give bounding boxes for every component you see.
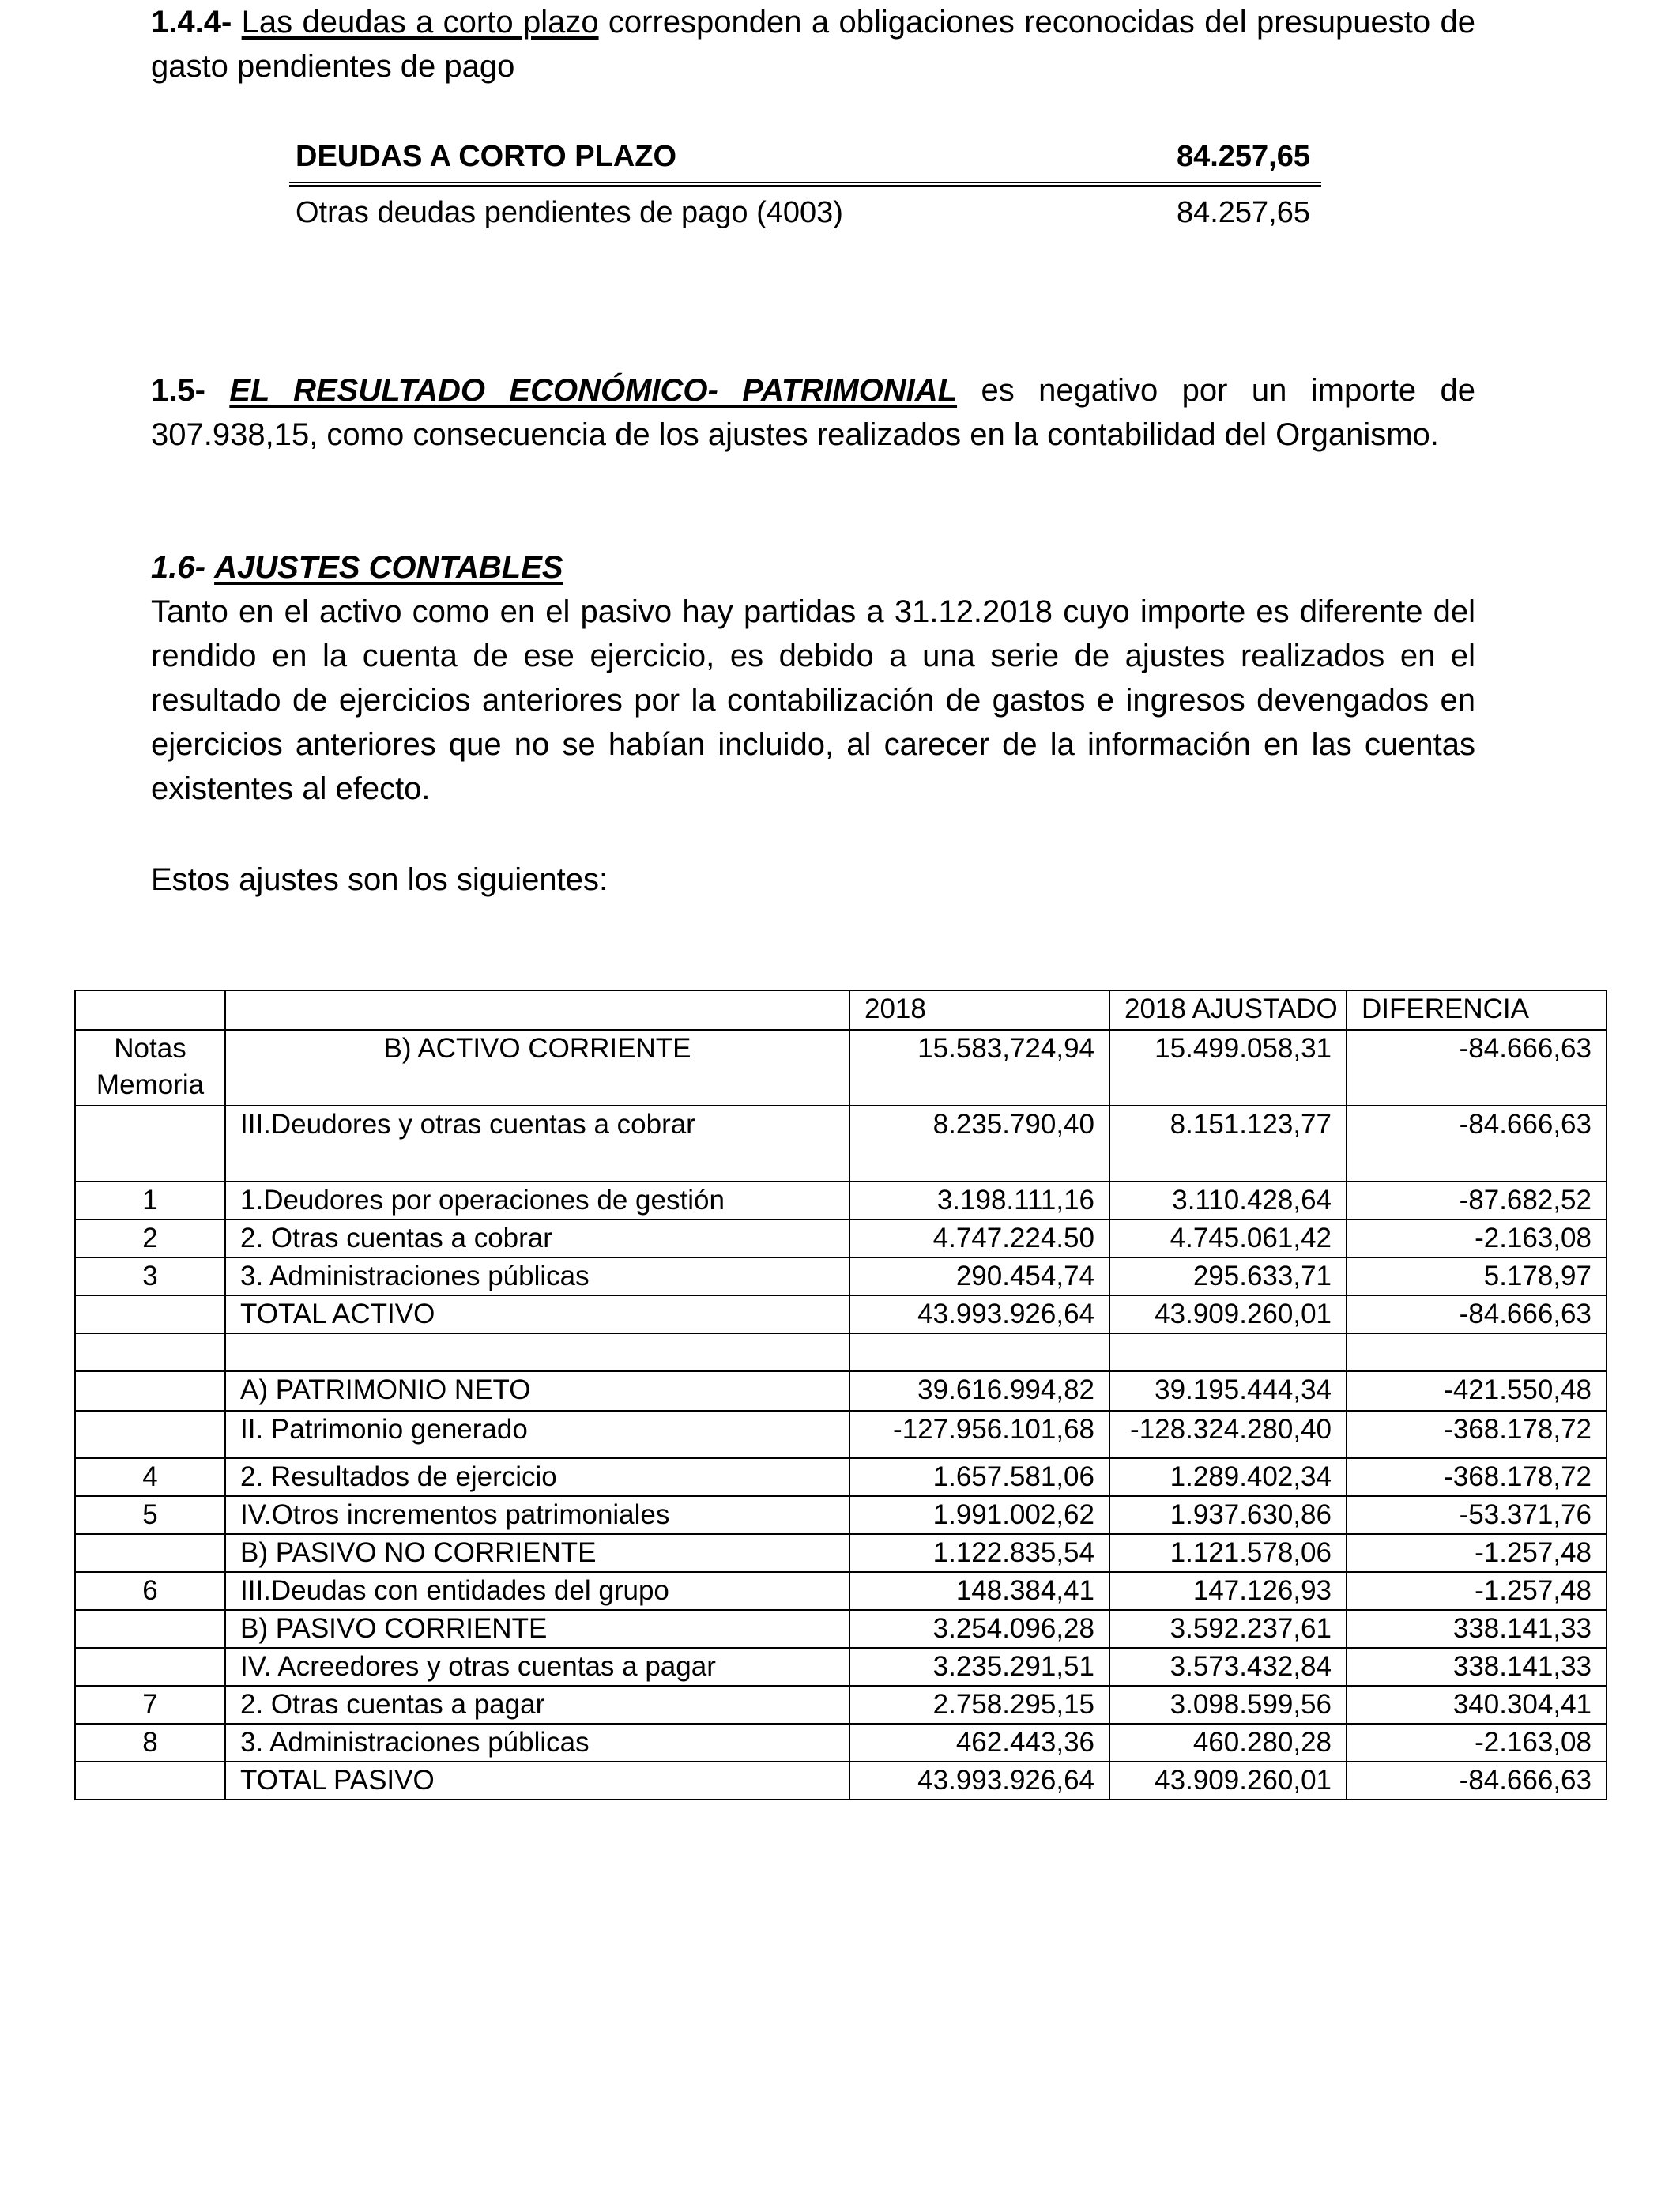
amount-cell: -1.257,48 (1347, 1534, 1607, 1572)
note-number-cell (75, 1648, 225, 1686)
amount-cell: 4.747.224.50 (849, 1220, 1109, 1257)
amount-cell: 1.937.630,86 (1109, 1496, 1347, 1534)
concept-cell: 2. Otras cuentas a pagar (225, 1686, 849, 1724)
table-row (75, 1030, 1607, 1106)
concept-cell: 2. Resultados de ejercicio (225, 1458, 849, 1496)
amount-cell (1109, 1333, 1347, 1371)
table-row (75, 1496, 1607, 1534)
amount-cell: 338.141,33 (1347, 1648, 1607, 1686)
amount-cell: -368.178,72 (1347, 1458, 1607, 1496)
note-number-cell: 4 (75, 1458, 225, 1496)
amount-cell: 1.657.581,06 (849, 1458, 1109, 1496)
note-number-cell (75, 1610, 225, 1648)
header-cell: 2018 AJUSTADO (1109, 990, 1347, 1030)
note-number-cell (75, 1295, 225, 1333)
amount-cell: -2.163,08 (1347, 1220, 1607, 1257)
note-number-cell: 3 (75, 1257, 225, 1295)
table-row (75, 1572, 1607, 1610)
section-1-4-4-paragraph (151, 0, 1475, 89)
amount-cell: 1.991.002,62 (849, 1496, 1109, 1534)
concept-cell: B) PASIVO CORRIENTE (225, 1610, 849, 1648)
concept-cell: B) ACTIVO CORRIENTE (225, 1030, 849, 1106)
table-row (75, 1411, 1607, 1458)
concept-cell: 2. Otras cuentas a cobrar (225, 1220, 849, 1257)
concept-cell: IV.Otros incrementos patrimoniales (225, 1496, 849, 1534)
debt-header-value: 84.257,65 (1176, 140, 1310, 173)
amount-cell: 43.993.926,64 (849, 1762, 1109, 1800)
table-row (75, 1610, 1607, 1648)
amount-cell: 8.151.123,77 (1109, 1106, 1347, 1182)
amount-cell: -2.163,08 (1347, 1724, 1607, 1762)
concept-cell: TOTAL PASIVO (225, 1762, 849, 1800)
amount-cell: 3.254.096,28 (849, 1610, 1109, 1648)
section-number: 1.5- (151, 373, 205, 408)
amount-cell: 1.122.835,54 (849, 1534, 1109, 1572)
amount-cell: 39.616.994,82 (849, 1371, 1109, 1411)
table-row (75, 1724, 1607, 1762)
amount-cell (849, 1333, 1109, 1371)
section-1-6-body: Tanto en el activo como en el pasivo hay partidas a 31.12.2018 cuyo importe es diferente del rendido en la cuenta de ese ejercicio, es debido a una serie de ajustes realizados en el resultado de ejercicios anteriores por la contabilización de gastos e ingresos devengados en ejercicios anteriores que no se habían incluido, al carecer de la información en las cuentas existentes al efecto. (151, 594, 1475, 806)
amount-cell: 3.098.599,56 (1109, 1686, 1347, 1724)
amount-cell: 462.443,36 (849, 1724, 1109, 1762)
adjustments-table (74, 990, 1607, 1800)
note-number-cell (75, 1371, 225, 1411)
concept-cell: A) PATRIMONIO NETO (225, 1371, 849, 1411)
amount-cell: -84.666,63 (1347, 1295, 1607, 1333)
header-cell (75, 990, 225, 1030)
amount-cell: -421.550,48 (1347, 1371, 1607, 1411)
table-row (75, 1534, 1607, 1572)
amount-cell: 460.280,28 (1109, 1724, 1347, 1762)
debt-table-row (289, 187, 1321, 242)
debt-header-label: DEUDAS A CORTO PLAZO (296, 140, 677, 173)
concept-cell: B) PASIVO NO CORRIENTE (225, 1534, 849, 1572)
amount-cell: 290.454,74 (849, 1257, 1109, 1295)
table-row (75, 1182, 1607, 1220)
amount-cell: -1.257,48 (1347, 1572, 1607, 1610)
note-number-cell (75, 1411, 225, 1458)
table-row (75, 1371, 1607, 1411)
amount-cell: -87.682,52 (1347, 1182, 1607, 1220)
amount-cell: -127.956.101,68 (849, 1411, 1109, 1458)
note-number-cell (75, 1762, 225, 1800)
note-number-cell: 2 (75, 1220, 225, 1257)
table-row (75, 1458, 1607, 1496)
table-row (75, 1106, 1607, 1182)
concept-cell: 1.Deudores por operaciones de gestión (225, 1182, 849, 1220)
short-term-debt-table (289, 136, 1321, 242)
amount-cell: 15.499.058,31 (1109, 1030, 1347, 1106)
amount-cell: -84.666,63 (1347, 1106, 1607, 1182)
amount-cell: -128.324.280,40 (1109, 1411, 1347, 1458)
concept-cell: 3. Administraciones públicas (225, 1257, 849, 1295)
concept-cell: 3. Administraciones públicas (225, 1724, 849, 1762)
amount-cell: 295.633,71 (1109, 1257, 1347, 1295)
amount-cell (1347, 1333, 1607, 1371)
amount-cell: 3.592.237,61 (1109, 1610, 1347, 1648)
amount-cell: 15.583,724,94 (849, 1030, 1109, 1106)
amount-cell: 4.745.061,42 (1109, 1220, 1347, 1257)
section-1-5-paragraph (151, 368, 1475, 457)
section-1-6-heading (151, 545, 1475, 590)
amount-cell: 3.235.291,51 (849, 1648, 1109, 1686)
concept-cell (225, 1333, 849, 1371)
adjustments-intro: Estos ajustes son los siguientes: (151, 862, 608, 897)
note-number-cell: 8 (75, 1724, 225, 1762)
amount-cell: 5.178,97 (1347, 1257, 1607, 1295)
note-number-cell: 1 (75, 1182, 225, 1220)
note-number-cell: Notas Memoria (75, 1030, 225, 1106)
note-number-cell (75, 1333, 225, 1371)
section-text: corresponden a obligaciones reconocidas del presupuesto de gasto pendientes de pago (151, 5, 1475, 84)
amount-cell: -84.666,63 (1347, 1762, 1607, 1800)
amount-cell: 148.384,41 (849, 1572, 1109, 1610)
note-number-cell (75, 1534, 225, 1572)
amount-cell: 3.198.111,16 (849, 1182, 1109, 1220)
debt-row-value: 84.257,65 (1176, 196, 1310, 229)
section-number: 1.6- (151, 550, 205, 585)
concept-cell: II. Patrimonio generado (225, 1411, 849, 1458)
amount-cell: 1.121.578,06 (1109, 1534, 1347, 1572)
amount-cell: 147.126,93 (1109, 1572, 1347, 1610)
header-cell: DIFERENCIA (1347, 990, 1607, 1030)
amount-cell: 39.195.444,34 (1109, 1371, 1347, 1411)
amount-cell: 43.909.260,01 (1109, 1762, 1347, 1800)
amount-cell: 2.758.295,15 (849, 1686, 1109, 1724)
concept-cell: IV. Acreedores y otras cuentas a pagar (225, 1648, 849, 1686)
note-number-cell: 6 (75, 1572, 225, 1610)
section-title: EL RESULTADO ECONÓMICO- PATRIMONIAL (229, 373, 958, 408)
header-cell: 2018 (849, 990, 1109, 1030)
table-row (75, 1220, 1607, 1257)
amount-cell: -53.371,76 (1347, 1496, 1607, 1534)
header-cell (225, 990, 849, 1030)
section-underlined-phrase: Las deudas a corto plazo (241, 5, 599, 40)
amount-cell: 338.141,33 (1347, 1610, 1607, 1648)
debt-table-header (289, 136, 1321, 187)
amount-cell: 1.289.402,34 (1109, 1458, 1347, 1496)
section-title: AJUSTES CONTABLES (214, 550, 563, 585)
debt-row-label: Otras deudas pendientes de pago (4003) (296, 196, 843, 229)
note-number-cell: 7 (75, 1686, 225, 1724)
amount-cell: -84.666,63 (1347, 1030, 1607, 1106)
table-row (75, 1686, 1607, 1724)
amount-cell: -368.178,72 (1347, 1411, 1607, 1458)
amount-cell: 3.110.428,64 (1109, 1182, 1347, 1220)
amount-cell: 3.573.432,84 (1109, 1648, 1347, 1686)
section-text: es negativo por un importe de 307.938,15, como consecuencia de los ajustes realizados en la contabilidad del Organismo. (151, 373, 1475, 452)
concept-cell: TOTAL ACTIVO (225, 1295, 849, 1333)
amount-cell: 340.304,41 (1347, 1686, 1607, 1724)
concept-cell: III.Deudas con entidades del grupo (225, 1572, 849, 1610)
amount-cell: 43.993.926,64 (849, 1295, 1109, 1333)
note-number-cell: 5 (75, 1496, 225, 1534)
table-row (75, 1333, 1607, 1371)
concept-cell: III.Deudores y otras cuentas a cobrar (225, 1106, 849, 1182)
section-number: 1.4.4- (151, 5, 232, 40)
table-row (75, 1295, 1607, 1333)
amount-cell: 43.909.260,01 (1109, 1295, 1347, 1333)
note-number-cell (75, 1106, 225, 1182)
table-row (75, 1648, 1607, 1686)
amount-cell: 8.235.790,40 (849, 1106, 1109, 1182)
table-row (75, 1762, 1607, 1800)
table-header-row (75, 990, 1607, 1030)
table-row (75, 1257, 1607, 1295)
